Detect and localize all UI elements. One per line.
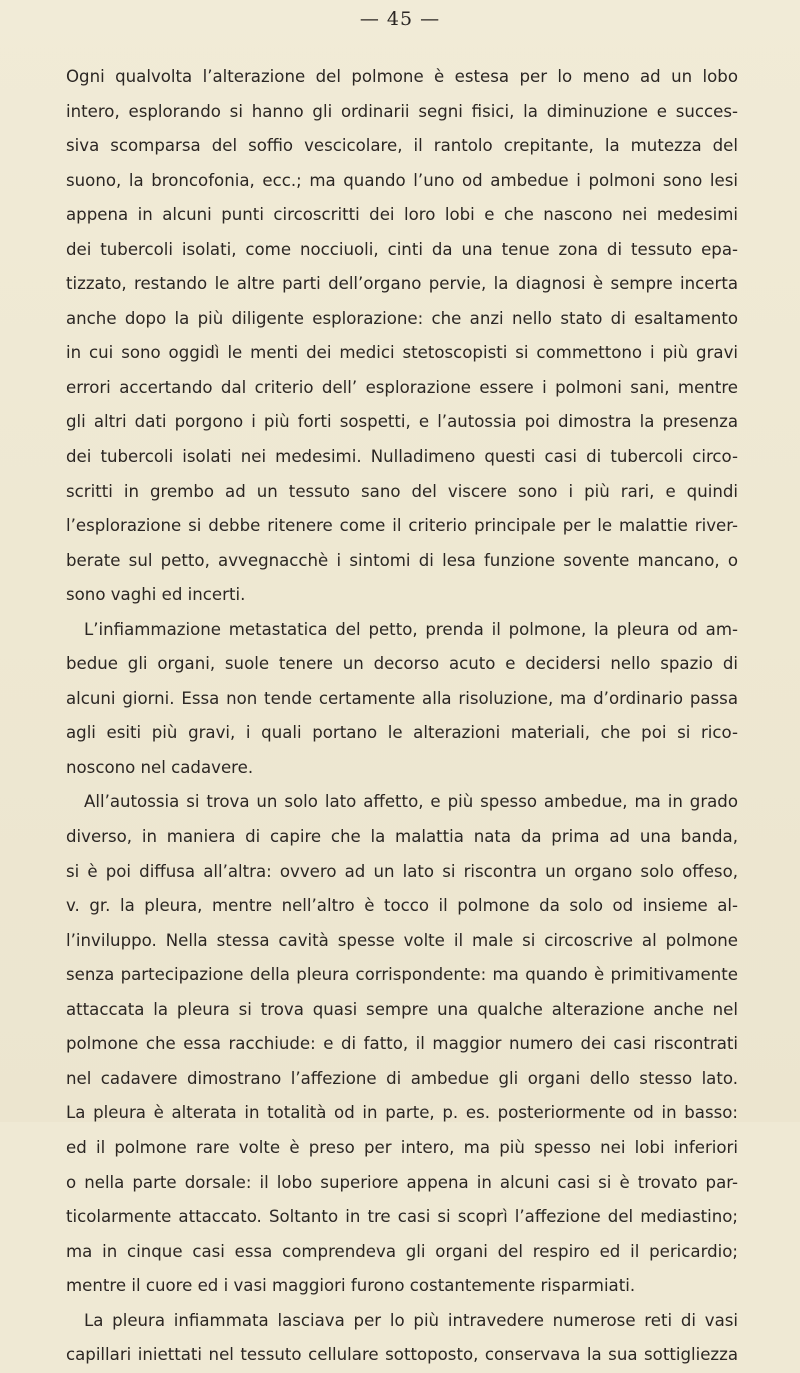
text-line: anche dopo la più diligente esplorazione: che anzi nello stato di esaltamento xyxy=(66,308,738,328)
text-line: siva scomparsa del soffio vescicolare, il rantolo crepitante, la mutezza del xyxy=(66,136,738,156)
text-line: La pleura infiammata lasciava per lo più intravedere numerose reti di vasi xyxy=(84,1310,738,1330)
body-text xyxy=(66,60,738,1373)
text-line: agli esiti più gravi, i quali portano le alterazioni materiali, che poi si rico- xyxy=(66,723,738,743)
text-line: tizzato, restando le altre parti dell’organo pervie, la diagnosi è sempre incerta xyxy=(66,274,738,294)
text-line: v. gr. la pleura, mentre nell’altro è tocco il polmone da solo od insieme al- xyxy=(66,896,738,916)
text-line: si è poi diffusa all’altra: ovvero ad un lato si riscontra un organo solo offeso, xyxy=(66,861,738,881)
text-line: All’autossia si trova un solo lato affetto, e più spesso ambedue, ma in grado xyxy=(84,792,738,812)
text-line: senza partecipazione della pleura corrispondente: ma quando è primitivamente xyxy=(66,965,738,985)
text-line: l’esplorazione si debbe ritenere come il criterio principale per le malattie river- xyxy=(66,516,738,536)
text-line: dei tubercoli isolati nei medesimi. Nulladimeno questi casi di tubercoli circo- xyxy=(66,447,738,467)
text-line: dei tubercoli isolati, come nocciuoli, cinti da una tenue zona di tessuto epa- xyxy=(66,239,738,259)
text-line: ma in cinque casi essa comprendeva gli organi del respiro ed il pericardio; xyxy=(66,1241,738,1261)
text-line: in cui sono oggidì le menti dei medici stetoscopisti si commettono i più gravi xyxy=(66,343,738,363)
text-line: L’infiammazione metastatica del petto, prenda il polmone, la pleura od am- xyxy=(84,619,738,639)
text-line: sono vaghi ed incerti. xyxy=(66,585,246,605)
text-line: noscono nel cadavere. xyxy=(66,757,254,777)
page-number: — 45 — xyxy=(359,8,441,30)
text-line: attaccata la pleura si trova quasi sempre una qualche alterazione anche nel xyxy=(66,999,738,1019)
text-line: l’inviluppo. Nella stessa cavità spesse volte il male si circoscrive al polmone xyxy=(66,930,738,950)
text-line: appena in alcuni punti circoscritti dei loro lobi e che nascono nei medesimi xyxy=(66,205,738,225)
text-line: gli altri dati porgono i più forti sospetti, e l’autossia poi dimostra la presenza xyxy=(66,412,738,432)
text-line: errori accertando dal criterio dell’ esplorazione essere i polmoni sani, mentre xyxy=(66,377,738,397)
text-line: suono, la broncofonia, ecc.; ma quando l’uno od ambedue i polmoni sono lesi xyxy=(66,170,738,190)
text-line: o nella parte dorsale: il lobo superiore appena in alcuni casi si è trovato par- xyxy=(66,1172,738,1192)
text-line: diverso, in maniera di capire che la malattia nata da prima ad una banda, xyxy=(66,827,738,847)
text-line: intero, esplorando si hanno gli ordinarii segni fisici, la diminuzione e succes- xyxy=(66,101,738,121)
text-line: alcuni giorni. Essa non tende certamente alla risoluzione, ma d’ordinario passa xyxy=(66,688,738,708)
text-line: La pleura è alterata in totalità od in parte, p. es. posteriormente od in basso: xyxy=(66,1103,738,1123)
text-line: ticolarmente attaccato. Soltanto in tre casi si scoprì l’affezione del mediastino; xyxy=(66,1207,738,1227)
text-line: polmone che essa racchiude: e di fatto, il maggior numero dei casi riscontrati xyxy=(66,1034,738,1054)
text-line: mentre il cuore ed i vasi maggiori furono costantemente risparmiati. xyxy=(66,1276,636,1296)
text-line: capillari iniettati nel tessuto cellulare sottoposto, conservava la sua sottigliezza xyxy=(66,1345,738,1365)
text-line: scritti in grembo ad un tessuto sano del viscere sono i più rari, e quindi xyxy=(66,481,738,501)
text-line: berate sul petto, avvegnacchè i sintomi di lesa funzione sovente mancano, o xyxy=(66,550,738,570)
text-line: ed il polmone rare volte è preso per intero, ma più spesso nei lobi inferiori xyxy=(66,1137,738,1157)
text-line: nel cadavere dimostrano l’affezione di ambedue gli organi dello stesso lato. xyxy=(66,1068,738,1088)
text-line: Ogni qualvolta l’alterazione del polmone è estesa per lo meno ad un lobo xyxy=(66,67,738,86)
text-line: bedue gli organi, suole tenere un decorso acuto e decidersi nello spazio di xyxy=(66,654,738,674)
